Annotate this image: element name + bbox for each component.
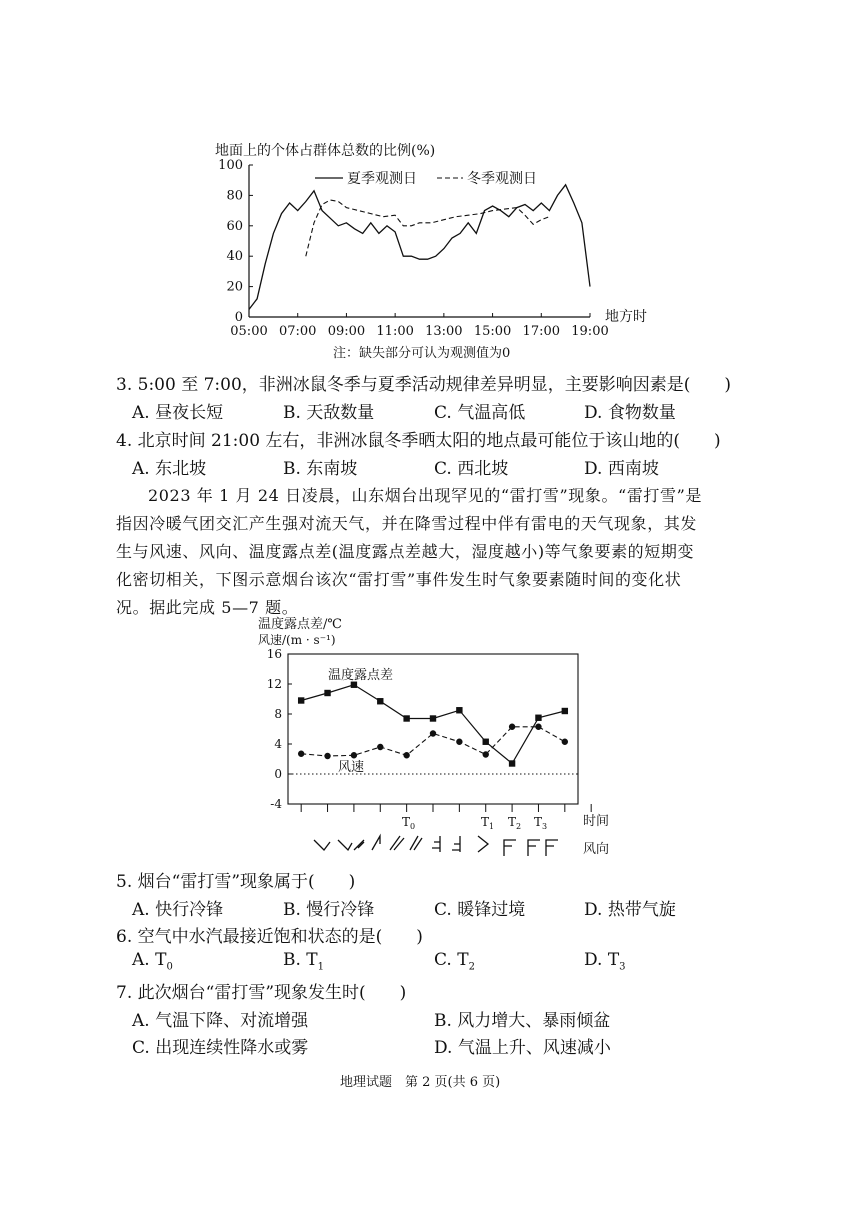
y-tick-label: 0 <box>274 767 282 781</box>
wind-speed-marker <box>483 751 489 757</box>
q5-stem: 5. 烟台“雷打雪”现象属于( ) <box>116 872 356 892</box>
wind-barb-7 <box>432 836 440 852</box>
q5-option-d[interactable]: D. 热带气旋 <box>584 900 676 920</box>
wind-barb-2 <box>338 840 352 850</box>
chart2-ylabel-wind: 风速/(m · s⁻¹) <box>258 633 336 647</box>
q3-option-b[interactable]: B. 天敌数量 <box>283 403 375 423</box>
wind-barb-8 <box>452 836 460 852</box>
y-tick-label: 8 <box>274 707 282 721</box>
q7-option-c[interactable]: C. 出现连续性降水或雾 <box>132 1038 309 1058</box>
x-tick-label: 05:00 <box>230 324 268 339</box>
q6-option-a[interactable]: A. $T_0$ <box>132 950 173 973</box>
x-tick-label: 09:00 <box>327 324 366 339</box>
y-tick-label: 80 <box>226 188 243 204</box>
wind-speed-marker <box>535 724 541 730</box>
x-tick-label: 19:00 <box>571 324 609 339</box>
t1-label: $T_1$ <box>481 815 495 831</box>
wind-series-label: 风速 <box>338 760 365 775</box>
q4-stem: 4. 北京时间 21:00 左右，非洲冰鼠冬季晒太阳的地点最可能位于该山地的( ) <box>116 431 721 451</box>
wind-direction-label: 风向 <box>583 842 610 857</box>
y-tick-label: 12 <box>266 677 282 691</box>
q3-option-c[interactable]: C. 气温高低 <box>434 403 526 423</box>
wind-barb-3 <box>354 840 364 850</box>
wind-barb-11 <box>528 840 540 856</box>
y-tick-label: 20 <box>226 279 243 295</box>
passage-line-2: 指因冷暖气团交汇产生强对流天气，并在降雪过程中伴有雷电的天气现象，其发 <box>116 514 698 533</box>
activity-chart <box>205 135 675 365</box>
dew-point-marker <box>403 715 409 721</box>
q7-option-a[interactable]: A. 气温下降、对流增强 <box>132 1011 309 1031</box>
q5-option-b[interactable]: B. 慢行冷锋 <box>283 900 375 920</box>
wind-barb-9 <box>478 836 488 852</box>
passage-line-5: 况。据此完成 5—7 题。 <box>116 598 299 617</box>
dew-point-line <box>301 685 565 764</box>
y-tick-label: 40 <box>226 249 243 265</box>
passage-line-3: 生与风速、风向、温度露点差(温度露点差越大，湿度越小)等气象要素的短期变 <box>116 542 695 561</box>
wind-speed-marker <box>324 753 330 759</box>
q5-option-a[interactable]: A. 快行冷锋 <box>132 900 224 920</box>
q7-option-b[interactable]: B. 风力增大、暴雨倾盆 <box>434 1011 611 1031</box>
passage-line-1: 2023 年 1 月 24 日凌晨，山东烟台出现罕见的“雷打雪”现象。“雷打雪”是 <box>148 486 703 505</box>
q7-stem: 7. 此次烟台“雷打雪”现象发生时( ) <box>116 983 407 1003</box>
q4-option-d[interactable]: D. 西南坡 <box>584 459 659 479</box>
dew-point-marker <box>562 708 568 714</box>
dew-point-marker <box>483 739 489 745</box>
x-tick-label: 07:00 <box>278 324 317 339</box>
q4-option-a[interactable]: A. 东北坡 <box>132 459 207 479</box>
t0-label: $T_0$ <box>402 815 416 831</box>
q3-option-a[interactable]: A. 昼夜长短 <box>132 403 224 423</box>
winter-series-line <box>306 200 550 256</box>
dew-point-marker <box>298 697 304 703</box>
summer-series-line <box>249 185 590 310</box>
wind-barb-4 <box>372 836 380 850</box>
chart1-ylabel: 地面上的个体占群体总数的比例(%) <box>215 143 436 159</box>
weather-chart <box>240 612 640 862</box>
x-tick-label: 13:00 <box>425 324 463 339</box>
wind-barb-10 <box>504 840 516 856</box>
wind-speed-marker <box>456 739 462 745</box>
q6-option-d[interactable]: D. $T_3$ <box>584 950 626 973</box>
wind-speed-marker <box>377 744 383 750</box>
y-tick-label: 100 <box>218 158 243 173</box>
wind-barbs <box>314 836 558 856</box>
legend-winter-label: 冬季观测日 <box>467 171 537 187</box>
t3-label: $T_3$ <box>534 815 548 831</box>
wind-barb-1 <box>314 840 330 850</box>
chart1-note: 注：缺失部分可认为观测值为0 <box>333 346 511 361</box>
passage-line-4: 化密切相关，下图示意烟台该次“雷打雪”事件发生时气象要素随时间的变化状 <box>116 570 682 589</box>
wind-barb-12 <box>546 840 558 856</box>
q6-stem: 6. 空气中水汽最接近饱和状态的是( ) <box>116 927 423 947</box>
x-tick-label: 15:00 <box>473 324 512 339</box>
wind-speed-marker <box>430 730 436 736</box>
dew-series-label: 温度露点差 <box>328 668 394 683</box>
wind-speed-marker <box>509 724 515 730</box>
dew-point-marker <box>430 715 436 721</box>
t2-label: $T_2$ <box>508 815 522 831</box>
q7-option-d[interactable]: D. 气温上升、风速减小 <box>434 1038 611 1058</box>
legend-summer-label: 夏季观测日 <box>347 171 417 187</box>
q5-option-c[interactable]: C. 暖锋过境 <box>434 900 526 920</box>
wind-barb-5 <box>390 836 404 850</box>
dew-point-marker <box>456 707 462 713</box>
y-tick-label: 0 <box>234 310 243 325</box>
q4-option-b[interactable]: B. 东南坡 <box>283 459 358 479</box>
chart2-ylabel-dew: 温度露点差/℃ <box>258 617 342 632</box>
q4-option-c[interactable]: C. 西北坡 <box>434 459 509 479</box>
q6-option-c[interactable]: C. $T_2$ <box>434 950 475 973</box>
chart1-xlabel: 地方时 <box>605 309 647 325</box>
time-label: 时间 <box>583 814 610 829</box>
wind-speed-marker <box>351 752 357 758</box>
x-tick-label: 11:00 <box>376 324 414 339</box>
page-footer: 地理试题 第 2 页(共 6 页) <box>340 1075 501 1090</box>
dew-point-marker <box>535 715 541 721</box>
q3-option-d[interactable]: D. 食物数量 <box>584 403 676 423</box>
y-tick-label: 4 <box>274 737 282 751</box>
x-tick-label: 17:00 <box>522 324 561 339</box>
dew-point-marker <box>324 690 330 696</box>
q3-stem: 3. 5:00 至 7:00，非洲冰鼠冬季与夏季活动规律差异明显，主要影响因素是( ) <box>116 375 732 395</box>
wind-speed-marker <box>298 751 304 757</box>
y-tick-label: 16 <box>266 647 282 661</box>
y-tick-label: -4 <box>270 797 282 811</box>
wind-barb-6 <box>410 836 422 850</box>
dew-point-marker <box>377 698 383 704</box>
dew-point-marker <box>509 760 515 766</box>
q6-option-b[interactable]: B. $T_1$ <box>283 950 325 973</box>
wind-speed-marker <box>403 752 409 758</box>
y-tick-label: 60 <box>226 218 243 234</box>
wind-speed-marker <box>562 739 568 745</box>
